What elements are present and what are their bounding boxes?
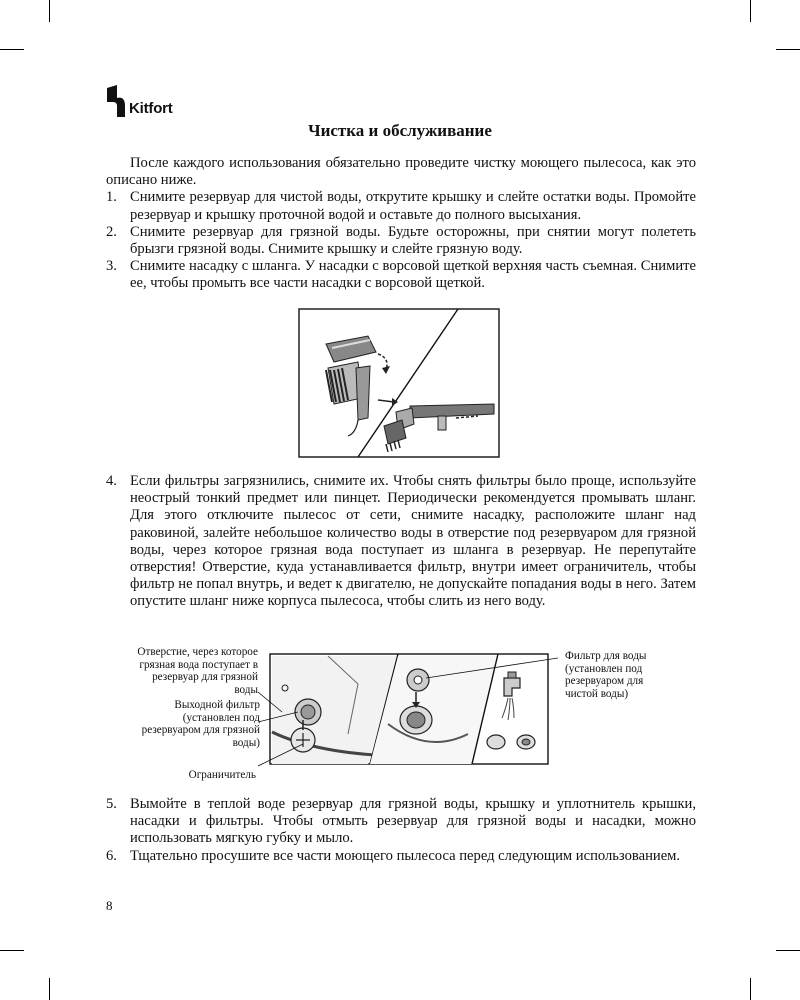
crop-mark xyxy=(776,950,800,951)
filters-illustration xyxy=(258,644,558,768)
list-text: Если фильтры загрязнились, снимите их. Чтобы снять фильтры было проще, используйте неострый тонкий предмет или пинцет. Периодически рекомендуется промывать шланг. Для этого отключите пылесос от сети, снимите насадку, расположите шланг над раковиной, залейте небольшое количество воды в отверстие под резервуаром для грязной воды, через которое грязная вода поступает из шланга в резервуар. Не перепутайте отверстия! Отверстие, куда устанавливается фильтр, внутри имеет ограничитель, чтобы фильтр не попал внутрь, и ведет к двигателю, не допускайте попадания воды в него. Затем опустите шланг ниже корпуса пылесоса, чтобы слить из него воду. xyxy=(130,473,696,610)
label-water-filter: Фильтр для воды (установлен под резервуаром для чистой воды) xyxy=(565,650,647,700)
list-item xyxy=(106,473,696,611)
nozzle-illustration xyxy=(298,308,500,458)
crop-mark xyxy=(0,49,24,50)
list-number: 3. xyxy=(106,258,117,275)
text-block-bottom xyxy=(106,796,696,865)
list-item xyxy=(106,848,696,865)
crop-mark xyxy=(750,0,751,22)
label-outlet-filter: Выходной фильтр (установлен под резервуаром для грязной воды) xyxy=(141,699,260,749)
label-inlet-opening: Отверстие, через которое грязная вода поступает в резервуар для грязной воды xyxy=(137,646,258,696)
crop-mark xyxy=(0,950,24,951)
list-text: Снимите насадку с шланга. У насадки с ворсовой щеткой верхняя часть съемная. Снимите ее, чтобы промыть все части насадки с ворсовой щеткой. xyxy=(130,258,696,292)
list-number: 5. xyxy=(106,796,117,812)
kitfort-logo-icon xyxy=(105,84,127,118)
crop-mark xyxy=(750,978,751,1000)
list-text: Вымойте в теплой воде резервуар для грязной воды, крышку и уплотнитель крышки, насадки и фильтры. Чтобы отмыть резервуар для грязной воды и насадки, можно использовать мягкую губку и мыло. xyxy=(130,796,696,847)
text-block-step4 xyxy=(106,473,696,611)
list-item xyxy=(106,258,696,292)
list-text: Тщательно просушите все части моющего пылесоса перед следующим использованием. xyxy=(130,847,681,864)
list-number: 1. xyxy=(106,189,117,206)
page-title: Чистка и обслуживание xyxy=(308,121,492,140)
crop-mark xyxy=(776,49,800,50)
list-item xyxy=(106,189,696,223)
text-block-top xyxy=(106,155,696,293)
label-limiter: Ограничитель xyxy=(188,769,256,781)
list-number: 2. xyxy=(106,223,117,240)
list-number: 6. xyxy=(106,847,117,864)
page-number: 8 xyxy=(106,898,113,913)
intro-paragraph: После каждого использования обязательно проведите чистку моющего пылесоса, как это описано ниже. xyxy=(106,155,696,189)
list-number: 4. xyxy=(106,473,117,489)
list-item xyxy=(106,224,696,258)
crop-mark xyxy=(49,978,50,1000)
list-text: Снимите резервуар для чистой воды, открутите крышку и слейте остатки воды. Промойте резервуар и крышку проточной водой и оставьте до полного высыхания. xyxy=(130,189,696,223)
brand-name: Kitfort xyxy=(129,99,173,117)
brand-logo xyxy=(105,84,173,118)
list-item xyxy=(106,796,696,848)
list-text: Снимите резервуар для грязной воды. Будьте осторожны, при снятии могут полететь брызги грязной воды. Снимите крышку и слейте грязную воду. xyxy=(130,223,696,258)
crop-mark xyxy=(49,0,50,22)
